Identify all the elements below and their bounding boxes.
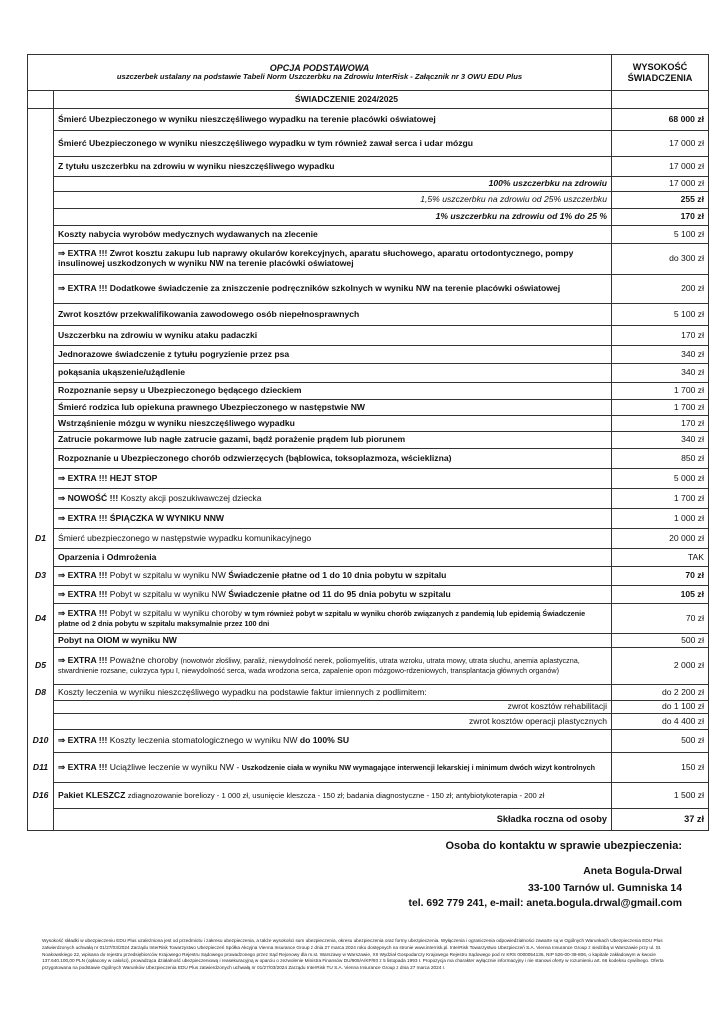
table-row — [28, 449, 709, 469]
benefit-label: Rozpoznanie sepsy u Ubezpieczonego będącego dzieckiem — [54, 383, 612, 400]
benefit-value: do 1 100 zł — [612, 701, 709, 714]
benefit-text: ŚPIĄCZKA W WYNIKU NNW — [109, 512, 225, 523]
code-cell: D3 — [28, 567, 54, 586]
table-row — [28, 226, 709, 244]
benefit-value: 17 000 zł — [612, 177, 709, 192]
benefit-value: 5 000 zł — [612, 469, 709, 489]
extra-tag: ⇒ EXTRA !!! — [58, 248, 108, 259]
benefit-value: 500 zł — [612, 634, 709, 648]
benefit-value: 2 000 zł — [612, 648, 709, 685]
benefit-value: 1 700 zł — [612, 383, 709, 400]
section-row — [28, 91, 709, 109]
table-row — [28, 109, 709, 131]
benefit-label: Śmierć Ubezpieczonego w wyniku nieszczęśliwego wypadku w tym również zawał serca i udar mózgu — [54, 131, 612, 157]
benefit-label: 1% uszczerbku na zdrowiu od 1% do 25 % — [54, 209, 612, 226]
benefit-label: Oparzenia i Odmrożenia — [54, 549, 612, 567]
benefit-value: 5 100 zł — [612, 226, 709, 244]
benefit-label: Uszczerbku na zdrowiu w wyniku ataku padaczki — [54, 326, 612, 346]
benefit-value: 70 zł — [612, 567, 709, 586]
benefit-value: 150 zł — [612, 753, 709, 783]
table-row — [28, 326, 709, 346]
benefit-value: TAK — [612, 549, 709, 567]
table-row — [28, 416, 709, 432]
extra-tag: ⇒ EXTRA !!! — [58, 761, 108, 772]
benefit-value: do 300 zł — [612, 244, 709, 275]
benefit-value: 1 000 zł — [612, 509, 709, 529]
benefit-text-bold: do 100% SU — [299, 735, 350, 746]
benefit-text-bold: w tym również pobyt w szpitalu w wyniku chorób związanych z pandemią lub epidemią Świadczenie płatne od 2 dnia pobytu w szpitalu maksymalnie przez 100 dni — [58, 608, 586, 628]
table-row — [28, 364, 709, 383]
table-row — [28, 753, 709, 783]
code-cell: D5 — [28, 648, 54, 685]
benefit-label: Śmierć Ubezpieczonego w wyniku nieszczęśliwego wypadku na terenie placówki oświatowej — [54, 109, 612, 131]
benefit-text-bold: Uszkodzenie ciała w wyniku NW wymagające interwencji lekarskiej i minimum dwóch wizyt kontrolnych — [241, 762, 596, 772]
extra-tag: ⇒ EXTRA !!! — [58, 283, 108, 294]
table-row — [28, 634, 709, 648]
code-cell: D8 — [28, 685, 54, 701]
benefit-label — [54, 244, 612, 275]
table-row — [28, 383, 709, 400]
code-cell — [28, 714, 54, 730]
benefit-label: Jednorazowe świadczenie z tytułu pogryzienie przez psa — [54, 346, 612, 364]
benefit-label: Wstrząśnienie mózgu w wyniku nieszczęśliwego wypadku — [54, 416, 612, 432]
benefit-text: HEJT STOP — [109, 472, 158, 483]
code-cell: D10 — [28, 730, 54, 753]
code-cell — [28, 432, 54, 449]
table-row — [28, 432, 709, 449]
section-title: ŚWIADCZENIE 2024/2025 — [54, 91, 612, 109]
benefit-value: 1 700 zł — [612, 400, 709, 416]
extra-tag: ⇒ EXTRA !!! — [58, 512, 108, 523]
table-row — [28, 529, 709, 549]
code-cell — [28, 549, 54, 567]
benefit-value: 70 zł — [612, 604, 709, 634]
code-cell — [28, 346, 54, 364]
contact-phone-email: tel. 692 779 241, e-mail: aneta.bogula.drwal@gmail.com — [408, 898, 682, 909]
table-row — [28, 192, 709, 209]
benefit-value: 340 zł — [612, 432, 709, 449]
code-cell — [28, 509, 54, 529]
table-row — [28, 549, 709, 567]
benefit-label — [54, 567, 612, 586]
benefit-label: Rozpoznanie u Ubezpieczonego chorób odzwierzęcych (bąblowica, toksoplazmoza, wścieklizna) — [54, 449, 612, 469]
code-cell — [28, 634, 54, 648]
legal-footnote: Wysokość składki w ubezpieczeniu EDU Plus uzależniona jest od przedmiotu i zakresu ubezpieczenia, a także wysokości sum ubezpieczenia, okresu ubezpieczenia oraz formy ubezpieczenia. Wyłączenia i ograniczenia odpowiedzialności zawarte są w Ogólnych Warunkach Ubezpieczenia EDU Plus zatwierdzonych uchwałą nr 01/27/03/2024 Zarządu InterRisk Towarzystwo Ubezpieczeń Spółka Akcyjna Vienna Insurance Group z dnia 27 marca 2024 roku dostępnych na stronie www.interrisk.pl. InterRisk Towarzystwo Ubezpieczeń S.A. Vienna Insurance Group z siedzibą w Warszawie przy ul. St. Noakowskiego 22, wpisana do rejestru przedsiębiorców Krajowego Rejestru Sądowego prowadzonego przez Sąd Rejonowy dla m.st. Warszawy w Warszawie, XII Wydział Gospodarczy Krajowego Rejestru Sądowego pod nr KRS 0000054136, NIP 526-00-38-806, o kapitale zakładowym w kwocie 137.640.100,00 PLN (opłacony w całości), prowadząca działalność ubezpieczeniową i reasekuracyjną w oparciu o zezwolenie Ministra Finansów DU/905/A/KP/93 z 5 listopada 1993 r. Propozycja ma charakter wyłącznie informacyjny i nie stanowi oferty w rozumieniu art. 66 kodeksu cywilnego. Oferta przygotowana na podstawie Ogólnych Warunków Ubezpieczenia EDU Plus zatwierdzonych uchwałą nr 01/27/03/2024 Zarządu InterRisk TU S.A. Vienna Insurance Group z dnia 27 marca 2024 r. — [42, 938, 664, 971]
option-subtitle: uszczerbek ustalany na podstawie Tabeli Norm Uszczerbku na Zdrowiu InterRisk - Załącznik nr 3 OWU EDU Plus — [116, 72, 523, 82]
benefit-label — [54, 753, 612, 783]
code-cell — [28, 226, 54, 244]
table-row — [28, 131, 709, 157]
new-tag: ⇒ NOWOŚĆ !!! — [58, 492, 119, 503]
contact-address: 33-100 Tarnów ul. Gumniska 14 — [528, 883, 682, 894]
code-cell — [28, 400, 54, 416]
benefit-label: Pobyt na OIOM w wyniku NW — [54, 634, 612, 648]
table-row — [28, 586, 709, 604]
benefit-value: 500 zł — [612, 730, 709, 753]
benefits-table — [27, 54, 709, 831]
code-cell — [28, 489, 54, 509]
total-label: Składka roczna od osoby — [54, 809, 612, 831]
table-row — [28, 275, 709, 304]
code-cell: D4 — [28, 604, 54, 634]
table-row — [28, 157, 709, 177]
table-row — [28, 346, 709, 364]
code-cell — [28, 326, 54, 346]
table-row — [28, 177, 709, 192]
code-cell — [28, 157, 54, 177]
table-row — [28, 489, 709, 509]
benefit-label: 1,5% uszczerbku na zdrowiu od 25% uszczerbku — [54, 192, 612, 209]
code-cell — [28, 586, 54, 604]
extra-tag: ⇒ EXTRA !!! — [58, 472, 108, 483]
table-row — [28, 209, 709, 226]
code-cell: D1 — [28, 529, 54, 549]
code-cell — [28, 244, 54, 275]
benefit-label: Śmierć ubezpieczonego w następstwie wypadku komunikacyjnego — [54, 529, 612, 549]
table-row — [28, 730, 709, 753]
benefit-value: 20 000 zł — [612, 529, 709, 549]
benefit-label — [54, 604, 612, 634]
contact-name: Aneta Bogula-Drwal — [583, 866, 682, 877]
table-row — [28, 604, 709, 634]
code-cell — [28, 416, 54, 432]
table-row — [28, 304, 709, 326]
benefit-label: Zwrot kosztów przekwalifikowania zawodowego osób niepełnosprawnych — [54, 304, 612, 326]
code-cell: D16 — [28, 783, 54, 809]
extra-tag: ⇒ EXTRA !!! — [58, 735, 108, 746]
option-title: OPCJA PODSTAWOWA — [269, 62, 370, 73]
table-row — [28, 783, 709, 809]
benefit-label — [54, 586, 612, 604]
benefit-label — [54, 489, 612, 509]
benefit-value: 5 100 zł — [612, 304, 709, 326]
benefit-value: 170 zł — [612, 416, 709, 432]
benefit-label — [54, 730, 612, 753]
code-cell — [28, 192, 54, 209]
extra-tag: ⇒ EXTRA !!! — [58, 607, 108, 618]
benefit-label: zwrot kosztów rehabilitacji — [54, 701, 612, 714]
benefit-label: Z tytułu uszczerbku na zdrowiu w wyniku nieszczęśliwego wypadku — [54, 157, 612, 177]
code-cell — [28, 275, 54, 304]
benefit-text: Uciążliwe leczenie w wyniku NW - — [109, 761, 240, 772]
benefit-text: Koszty leczenia stomatologicznego w wyniku NW — [109, 735, 298, 746]
code-cell — [28, 469, 54, 489]
code-cell — [28, 177, 54, 192]
total-value: 37 zł — [612, 809, 709, 831]
benefit-label: zwrot kosztów operacji plastycznych — [54, 714, 612, 730]
benefit-label — [54, 469, 612, 489]
table-row — [28, 509, 709, 529]
benefit-text: Pobyt w szpitalu w wyniku NW — [109, 570, 226, 581]
extra-tag: ⇒ EXTRA !!! — [58, 655, 108, 666]
benefit-value: 1 500 zł — [612, 783, 709, 809]
benefit-label: Koszty leczenia w wyniku nieszczęśliwego wypadku na podstawie faktur imiennych z podlimitem: — [54, 685, 612, 701]
benefit-value: do 4 400 zł — [612, 714, 709, 730]
value-column-header: WYSOKOŚĆ ŚWIADCZENIA — [612, 55, 709, 91]
benefit-value: 850 zł — [612, 449, 709, 469]
benefit-text: Pobyt w szpitalu w wyniku choroby — [109, 607, 243, 618]
benefit-value: do 2 200 zł — [612, 685, 709, 701]
benefit-text-small: (nowotwór złośliwy, paraliż, niewydolność nerek, poliomyelitis, utrata wzroku, utrata mowy, utrata słuchu, anemia aplastyczna, stwardnienie rozsane, cukrzyca typu I, niewydolność serca, wada wrodzona serca, zapalenie opon mózgowo-rdzeniowych, transplantacja głównych organów) — [58, 656, 580, 675]
code-cell — [28, 304, 54, 326]
benefit-value: 17 000 zł — [612, 131, 709, 157]
benefit-text-bold: Świadczenie płatne od 11 do 95 dnia pobytu w szpitalu — [228, 588, 451, 599]
code-cell — [28, 449, 54, 469]
code-cell — [28, 131, 54, 157]
benefit-value: 200 zł — [612, 275, 709, 304]
code-cell — [28, 109, 54, 131]
total-row — [28, 809, 709, 831]
benefit-text: Koszty akcji poszukiwawczej dziecka — [120, 492, 262, 503]
benefit-text: Zwrot kosztu zakupu lub naprawy okularów korekcyjnych, aparatu słuchowego, aparatu ortodontycznego, pompy insulinowej uszkodzonych w wyniku NW na terenie placówki oświatowej — [58, 248, 574, 268]
benefit-value: 170 zł — [612, 209, 709, 226]
value-cell — [612, 91, 709, 109]
benefit-text-bold: Świadczenie płatne od 1 do 10 dnia pobytu w szpitalu — [228, 570, 447, 581]
code-cell — [28, 701, 54, 714]
benefit-value: 68 000 zł — [612, 109, 709, 131]
contact-heading: Osoba do kontaktu w sprawie ubezpieczenia: — [445, 840, 682, 852]
benefit-label — [54, 509, 612, 529]
extra-tag: ⇒ EXTRA !!! — [58, 570, 108, 581]
header-row — [28, 55, 709, 91]
benefit-text: Poważne choroby — [109, 655, 179, 666]
extra-tag: ⇒ EXTRA !!! — [58, 588, 108, 599]
benefit-label — [54, 783, 612, 809]
table-row — [28, 714, 709, 730]
table-row — [28, 685, 709, 701]
code-cell — [28, 383, 54, 400]
benefit-value: 1 700 zł — [612, 489, 709, 509]
benefit-label: pokąsania ukąszenie/użądlenie — [54, 364, 612, 383]
benefit-value: 340 zł — [612, 364, 709, 383]
package-tag: Pakiet KLESZCZ — [58, 789, 126, 800]
table-row — [28, 567, 709, 586]
benefit-label: Koszty nabycia wyrobów medycznych wydawanych na zlecenie — [54, 226, 612, 244]
code-cell — [28, 364, 54, 383]
benefit-label — [54, 648, 612, 685]
code-cell — [28, 809, 54, 831]
benefit-label: 100% uszczerbku na zdrowiu — [54, 177, 612, 192]
benefit-label — [54, 275, 612, 304]
table-row — [28, 469, 709, 489]
benefit-text: Dodatkowe świadczenie za zniszczenie podręczników szkolnych w wyniku NW na terenie placówki oświatowej — [109, 283, 561, 294]
header-cell — [28, 55, 612, 91]
benefit-value: 170 zł — [612, 326, 709, 346]
benefit-text: zdiagnozowanie boreliozy - 1 000 zł, usunięcie kleszcza - 150 zł; badania diagnostyczne - 150 zł; antybiotykoterapia - 200 zł — [127, 790, 545, 800]
benefit-value: 105 zł — [612, 586, 709, 604]
code-cell: D11 — [28, 753, 54, 783]
benefit-label: Zatrucie pokarmowe lub nagłe zatrucie gazami, bądź porażenie prądem lub piorunem — [54, 432, 612, 449]
benefit-label: Śmierć rodzica lub opiekuna prawnego Ubezpieczonego w następstwie NW — [54, 400, 612, 416]
benefit-value: 17 000 zł — [612, 157, 709, 177]
code-cell — [28, 91, 54, 109]
benefit-text: Pobyt w szpitalu w wyniku NW — [109, 588, 226, 599]
benefit-value: 340 zł — [612, 346, 709, 364]
benefit-value: 255 zł — [612, 192, 709, 209]
table-row — [28, 244, 709, 275]
table-row — [28, 701, 709, 714]
code-cell — [28, 209, 54, 226]
table-row — [28, 400, 709, 416]
table-row — [28, 648, 709, 685]
